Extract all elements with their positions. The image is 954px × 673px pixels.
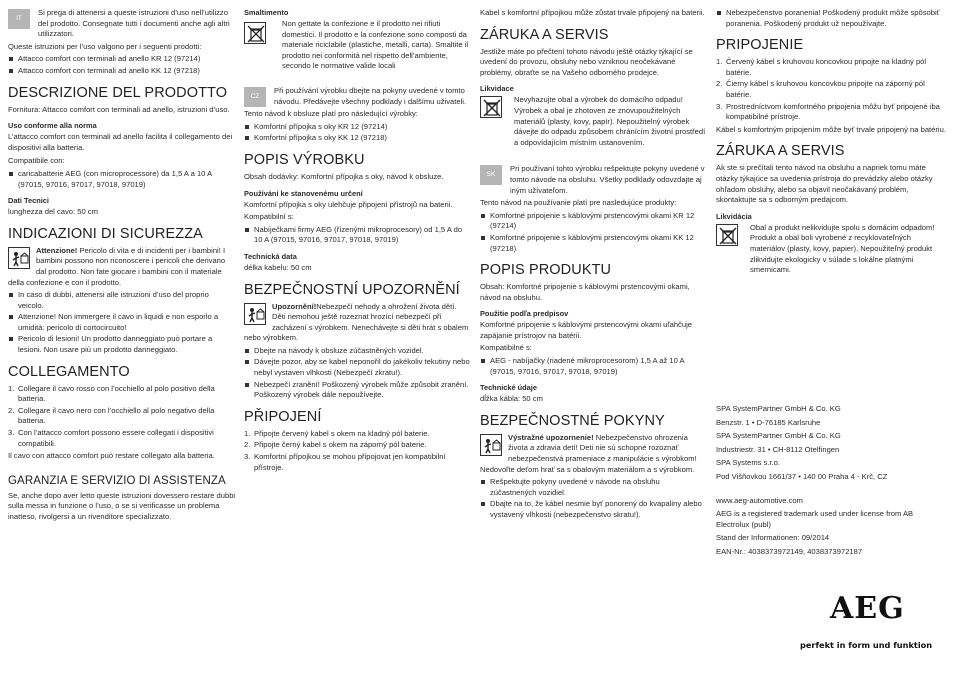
use-text: Komfortní přípojka s oky ulehčuje připojení přístrojů na baterii. xyxy=(244,199,453,209)
subheading-tech: Dati Tecnici xyxy=(8,196,49,206)
language-badge-sk: SK xyxy=(480,165,502,185)
list-item: Pericolo di lesioni! Un prodotto danneggiato può portare a lesioni. Non usare più un prodotto danneggiato. xyxy=(8,334,236,355)
subheading-tech: Technická data xyxy=(244,251,297,261)
list-item: Komfortné pripojenie s káblovými prstencovými okami KK 12 (97218) xyxy=(480,233,706,254)
subheading-use: Používání ke stanovenému určení xyxy=(244,188,363,198)
list-item: 3. Con l’attacco comfort possono essere collegati i dispositivi compatibili. xyxy=(8,428,214,448)
connection-steps-sk xyxy=(716,57,946,123)
use-text: Komfortné pripojenie s káblovými prstencovými okami uľahčuje zapájanie prístrojov na batérii. xyxy=(480,320,692,340)
list-item: Komfortné pripojenie s káblovými prstencovými okami KR 12 (97214) xyxy=(480,211,706,232)
subheading-tech: Technické údaje xyxy=(480,383,537,393)
list-item: 1. Collegare il cavo rosso con l’occhiello al polo positivo della batteria. xyxy=(8,383,215,404)
connection-note-cz: Kabel s komfortní přípojkou může zůstat trvale připojený na baterii. xyxy=(480,8,705,17)
list-item: 3. Prostredníctvom komfortného pripojenia môžu byť pripojené iba kompatibilné prístroje. xyxy=(716,101,940,122)
tech-text: lunghezza del cavo: 50 cm xyxy=(8,207,98,217)
valid-for-cz: Tento návod k obsluze platí pro následující výrobky: xyxy=(244,109,418,119)
subheading-use: Použitie podľa predpisov xyxy=(480,309,569,319)
disposal-text-it: Non gettate la confezione e il prodotto nei rifiuti domestici. Il prodotto e la confezione sono composti da materiale riciclabile (plastiche, metalli, carta). Smaltite il prodotto nei conformità nel rispetto dell’ambiente, secondo le normative valide locali xyxy=(282,19,469,71)
tech-text: délka kabelu: 50 cm xyxy=(244,262,312,272)
product-list-sk xyxy=(480,211,706,254)
intro-sk: Pri používaní tohto výrobku rešpektujte pokyny uvedené v tomto návode na obsluhu. Všetky podklady odovzdajte aj iným užívateľom. xyxy=(510,164,705,195)
subheading-disposal-sk: Likvidácia xyxy=(716,211,752,221)
section-title-description: POPIS VÝROBKU xyxy=(244,151,365,168)
list-item: Nebezpečí zranění! Poškozený výrobek může způsobit zranění. Poškozený výrobek dále nepoužívejte. xyxy=(244,380,470,401)
subheading-disposal-it: Smaltimento xyxy=(244,8,289,17)
info-date: Stand der Informationen: 09/2014 xyxy=(716,533,830,543)
list-item: 2. Collegare il cavo nero con l’occhiello al polo negativo della batteria. xyxy=(8,405,215,426)
list-item: In caso di dubbi, attenersi alle istruzioni d’uso del proprio veicolo. xyxy=(8,290,236,311)
safety-list-cz xyxy=(244,346,470,401)
warranty-text-cz: Jestliže máte po přečtení tohoto návodu ještě otázky týkající se uvedení do provozu, obsluhy nebo vzniknou neočekávané problémy, obraťte se na Vašeho odborného prodejce. xyxy=(480,46,693,77)
supply-text: Fornitura: Attacco comfort con terminali ad anello, istruzioni d’uso. xyxy=(8,104,230,114)
safety-list-sk xyxy=(480,477,706,520)
list-item: 3. Komfortní přípojkou se mohou připojovat jen kompatibilní přístroje. xyxy=(244,452,446,472)
warranty-text-sk: Ak ste si prečítali tento návod na obsluhu a napriek tomu máte otázky týkajúce sa uvedenia prístroja do prevádzky alebo otázky ohľadom obsluhy, alebo sa objavil neočakávaný problém, skontaktujte sa s odborným predajcom. xyxy=(716,163,933,205)
list-item: Attenzione! Non immergere il cavo in liquidi e non esporlo a umidità: pericolo di cortocircuito! xyxy=(8,312,236,333)
child-warning-icon xyxy=(8,247,30,269)
safety-lead: Upozornění! xyxy=(272,301,317,311)
safety-list-sk-continued xyxy=(716,8,946,29)
list-item: AEG - nabíjačky (riadené mikroprocesorom) 1,5 A až 10 A (97015, 97016, 97017, 97018, 97019) xyxy=(480,356,706,377)
valid-for-sk: Tento návod na používanie platí pre nasledujúce produkty: xyxy=(480,198,677,208)
subheading-disposal-cz: Likvidace xyxy=(480,84,514,94)
section-title-description: DESCRIZIONE DEL PRODOTTO xyxy=(8,84,228,101)
section-title-safety: BEZPEČNOSTNÍ UPOZORNĚNÍ xyxy=(244,281,460,298)
section-title-warranty: ZÁRUKA A SERVIS xyxy=(716,143,845,160)
list-item: 2. Připojte černý kabel s okem na záporný pól baterie. xyxy=(244,440,427,450)
disposal-text-sk: Obal a produkt nelikvidujte spolu s domácim odpadom! Produkt a obal boli vyrobené z recyklovateľných materiálov (plasty, kovy, papier). Nepoužiteľný produkt zlikvidujte ekologicky v súlade s lokálne platnými smernicami. xyxy=(750,222,935,275)
safety-text: Nebezpečenstvo ohrozenia života a zdravia detí! Deti nie sú schopné rozoznať nebezpečenstvá prameniace z manipulácie s výrobkom! Nedovoľte deťom hrať sa s obalovým materiálom a s výrobkom. xyxy=(480,432,697,474)
warranty-text-it: Se, anche dopo aver letto queste istruzioni dovessero restare dubbi sulla messa in funzione o l’uso, o se si verificasse un problema inatteso, rivolgersi a un rivenditore specializzato. xyxy=(8,490,236,521)
child-warning-icon xyxy=(480,434,502,456)
intro-cz: Při používání výrobku dbejte na pokyny uvedené v tomto návodu. Předávejte všechny podklady i dalšímu uživateli. xyxy=(274,85,467,106)
section-title-connection: PŘIPOJENÍ xyxy=(244,408,322,425)
connection-steps-cz xyxy=(244,429,470,473)
list-item: 1. Červený kábel s kruhovou koncovkou pripojte na kladný pól batérie. xyxy=(716,57,927,77)
column-czech xyxy=(244,8,470,475)
language-badge-it: IT xyxy=(8,9,30,29)
safety-list-it xyxy=(8,290,236,356)
compat-label: Kompatibilné s: xyxy=(480,343,532,353)
safety-paragraph-sk xyxy=(480,433,706,475)
section-title-safety: BEZPEČNOSTNÉ POKYNY xyxy=(480,412,665,429)
list-item: Dbejte na návody k obsluze zúčastněných vozidel. xyxy=(244,346,470,357)
product-list-it xyxy=(8,54,236,76)
list-item: caricabatterie AEG (con microprocessore) da 1,5 A a 10 A (97015, 97016, 97017, 97018, 97019) xyxy=(8,169,236,190)
product-list-cz xyxy=(244,122,470,144)
safety-lead: Výstražné upozornenie! xyxy=(508,432,594,442)
subheading-use: Uso conforme alla norma xyxy=(8,121,97,131)
crossed-bin-icon xyxy=(244,22,266,44)
list-item: Nabíječkami firmy AEG (řízenými mikroprocesory) od 1,5 A do 10 A (97015, 97016, 97017, 97018, 97019) xyxy=(244,225,470,246)
column-slovak-company xyxy=(716,8,946,556)
connection-note-it: Il cavo con attacco comfort può restare collegato alla batteria. xyxy=(8,451,215,461)
section-title-connection: PRIPOJENIE xyxy=(716,37,804,54)
website: www.aeg-automotive.com xyxy=(716,495,803,505)
supply-text: Obsah: Komfortné pripojenie s káblovými prstencovými okami, návod na obsluhu. xyxy=(480,282,690,302)
safety-text: Pericolo di vita e di incidenti per i bambini! I bambini possono non riconoscere i pericoli che derivano dal prodotto. Non fate giocare i bambini con il materiale della confezione e con il prodotto. xyxy=(8,245,226,287)
section-title-warranty: GARANZIA E SERVIZIO DI ASSISTENZA xyxy=(8,474,226,487)
list-item: Nebezpečenstvo poranenia! Poškodený produkt môže spôsobiť poranenia. Poškodený produkt už nepoužívajte. xyxy=(716,8,946,29)
compat-list xyxy=(480,356,706,377)
list-item: 1. Připojte červený kabel s okem na kladný pól baterie. xyxy=(244,428,430,438)
safety-lead: Attenzione! xyxy=(36,245,78,255)
supply-text: Obsah dodávky: Komfortní přípojka s oky, návod k obsluze. xyxy=(244,171,444,181)
section-title-connection: COLLEGAMENTO xyxy=(8,363,130,380)
section-title-description: POPIS PRODUKTU xyxy=(480,262,612,279)
crossed-bin-icon xyxy=(480,96,502,118)
list-item: Attacco comfort con terminali ad anello KK 12 (97218) xyxy=(8,66,236,77)
company-line: Benzstr. 1 • D-76185 Karlsruhe xyxy=(716,417,821,427)
safety-paragraph-it xyxy=(8,246,236,288)
compat-list xyxy=(244,225,470,246)
section-title-safety: INDICAZIONI DI SICUREZZA xyxy=(8,225,203,242)
valid-for-it: Queste istruzioni per l’uso valgono per i seguenti prodotti: xyxy=(8,41,202,51)
ean-numbers: EAN-Nr.: 4038373972149, 4038373972187 xyxy=(716,546,863,556)
list-item: Dbajte na to, že kábel nesmie byť ponorený do kvapaliny alebo vystavený vlhkosti (nebezpečenstvo skratu!). xyxy=(480,499,706,520)
list-item: Attacco comfort con terminali ad anello KR 12 (97214) xyxy=(8,54,236,65)
connection-note-sk: Kábel s komfortným pripojením môže byť trvale pripojený na batériu. xyxy=(716,124,946,134)
list-item: Komfortní přípojka s oky KK 12 (97218) xyxy=(244,133,470,144)
logo-tagline: perfekt in form und funktion xyxy=(800,640,933,650)
connection-steps-it xyxy=(8,384,236,450)
list-item: Rešpektujte pokyny uvedené v návode na obsluhu zúčastnených vozidiel. xyxy=(480,477,706,498)
trademark-note: AEG is a registered trademark used under license from AB Electrolux (publ) xyxy=(716,509,914,529)
section-title-warranty: ZÁRUKA A SERVIS xyxy=(480,26,609,43)
use-text: L’attacco comfort con terminali ad anello facilita il collegamento dei dispositivi alla batteria. xyxy=(8,132,233,152)
list-item: Dávejte pozor, aby se kabel neponořil do jakékoliv tekutiny nebo nebyl vystaven vlhkosti (Nebezpečí zkratu!). xyxy=(244,357,470,378)
company-line: SPA Systems s.r.o. xyxy=(716,458,781,468)
aeg-logo xyxy=(800,591,940,659)
intro-it: Si prega di attenersi a queste istruzioni d’uso nell’utilizzo del prodotto. Consegnate tutti i documenti anche agli altri utilizzatori. xyxy=(38,8,230,39)
list-item: Komfortní přípojka s oky KR 12 (97214) xyxy=(244,122,470,133)
child-warning-icon xyxy=(244,303,266,325)
compat-label: Compatibile con: xyxy=(8,156,65,166)
logo-text: AEG xyxy=(830,591,905,626)
column-czech-slovak xyxy=(480,8,706,523)
safety-text: Nebezpečí nehody a ohrožení života dětí. Děti nemohou ještě rozeznat hrozící nebezpečí při zacházení s výrobkem. Nenechávejte si děti hrát s obalem nebo výrobkem. xyxy=(244,301,469,343)
list-item: 2. Čierny kábel s kruhovou koncovkou pripojte na záporný pól batérie. xyxy=(716,79,925,99)
company-line: SPA SystemPartner GmbH & Co. KG xyxy=(716,404,841,413)
compat-label: Kompatibilní s: xyxy=(244,212,294,222)
compat-list xyxy=(8,169,236,190)
company-line: SPA SystemPartner GmbH & Co. KG xyxy=(716,431,841,441)
company-line: Industriestr. 31 • CH-8112 Otelfingen xyxy=(716,444,840,454)
safety-paragraph-cz xyxy=(244,302,470,344)
column-italian xyxy=(8,8,236,525)
company-info xyxy=(716,404,946,561)
tech-text: dĺžka kábla: 50 cm xyxy=(480,394,543,404)
company-line: Pod Višňovkou 1661/37 • 140 00 Praha 4 - Krč, CZ xyxy=(716,471,888,481)
disposal-text-cz: Nevyhazujte obal a výrobek do domácího odpadu! Výrobek a obal je zhotoven ze znovupoužitelných materiálů (plasty, kovy, papír). Nepoužitelný výrobek dávejte do odpadu způsobem chránícím životní prostředí a odpovídajícím místním ustanovením. xyxy=(514,95,706,147)
crossed-bin-icon xyxy=(716,224,738,246)
language-badge-cz: CZ xyxy=(244,87,266,107)
